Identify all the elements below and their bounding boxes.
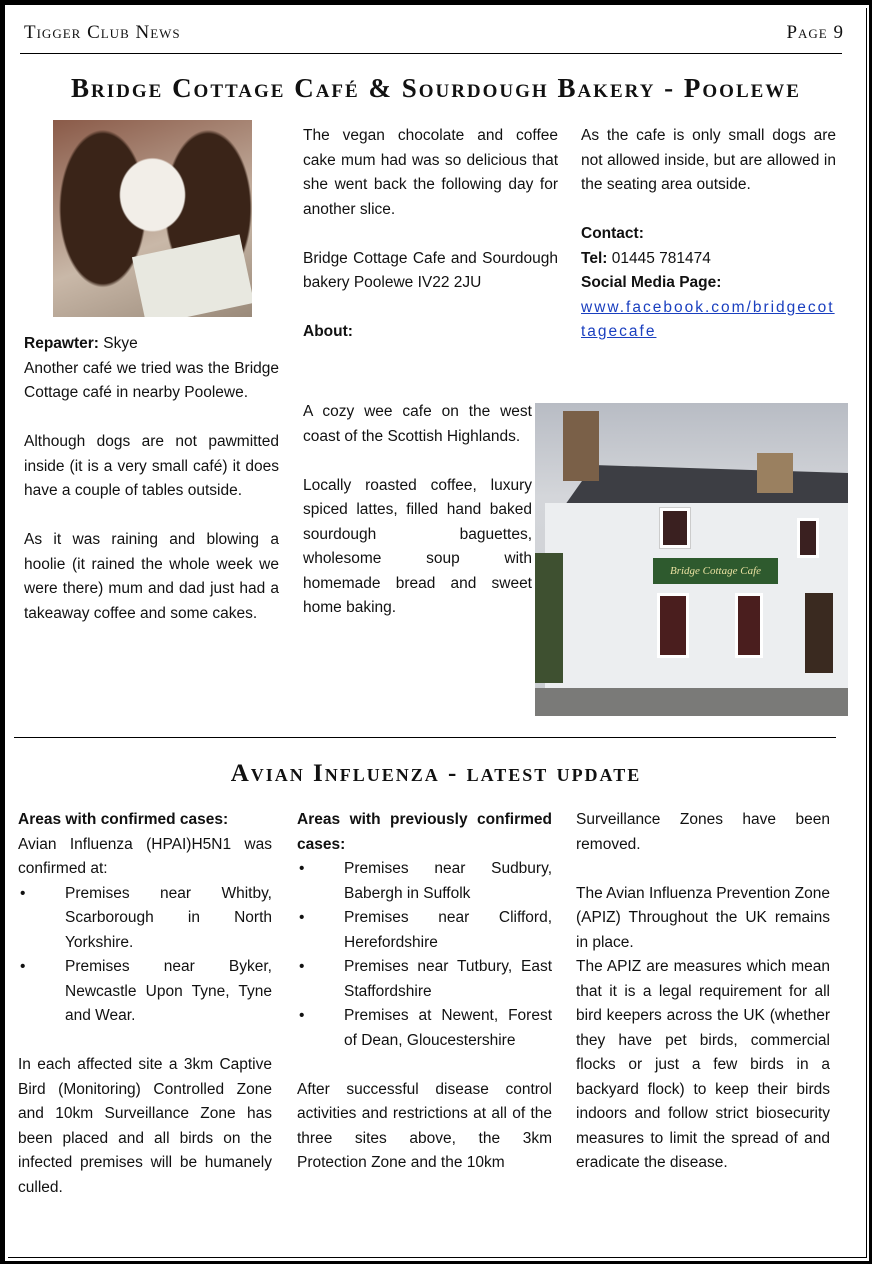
- article1-col1: [24, 332, 279, 651]
- article2-col1: [18, 808, 272, 1225]
- paragraph: The Avian Influenza Prevention Zone (APIZ) Throughout the UK remains in place.: [576, 884, 830, 951]
- ivy: [535, 553, 563, 683]
- window: [735, 593, 763, 658]
- article2-col3: [576, 808, 830, 1200]
- paragraph: Although dogs are not pawmitted inside (it is a very small café) it does have a couple of tables outside.: [24, 433, 279, 499]
- article-title: Avian Influenza - latest update: [230, 760, 642, 787]
- roof: [565, 465, 848, 505]
- article-title: Bridge Cottage Café & Sourdough Bakery - Poolewe: [71, 73, 801, 103]
- page-number: Page 9: [786, 22, 844, 43]
- publication-name: Tigger Club News: [24, 22, 181, 43]
- telephone: 01445 781474: [611, 249, 711, 267]
- article1-col2: [303, 124, 558, 345]
- paragraph: As it was raining and blowing a hoolie (it rained the whole week we were there) mum and dad just had a takeaway coffee and some cakes.: [24, 531, 279, 622]
- tel-label: Tel:: [581, 249, 608, 267]
- social-label: Social Media Page:: [581, 274, 722, 291]
- paragraph: The APIZ are measures which mean that it is a legal requirement for all bird keepers across the UK (whether they have pet birds, commercial flocks or just a few birds in a backyard flock) to keep their birds indoors and follow strict biosecurity measures to limit the spread of and eradicate the disease.: [576, 958, 830, 1171]
- reporter-label: Repawter:: [24, 335, 99, 352]
- paragraph: Another café we tried was the Bridge Cottage café in nearby Poolewe.: [24, 359, 279, 401]
- dog-photo: [53, 120, 252, 317]
- paragraph: Surveillance Zones have been removed.: [576, 811, 830, 853]
- paragraph: Avian Influenza (HPAI)H5N1 was confirmed at:: [18, 835, 272, 877]
- previous-list: [297, 857, 552, 1053]
- article1-col3: [581, 124, 836, 345]
- chimney: [563, 411, 599, 481]
- section-rule: [14, 737, 836, 738]
- section-heading: Areas with previously confirmed cases:: [297, 811, 552, 853]
- window: [797, 518, 819, 558]
- cottage-photo: [535, 403, 848, 716]
- list-item: • Premises near Clifford, Herefordshire: [297, 906, 552, 955]
- about-label: About:: [303, 323, 353, 340]
- paragraph: In each affected site a 3km Captive Bird (Monitoring) Controlled Zone and 10km Surveillance Zone has been placed and all birds on the infected premises will be humanely culled.: [18, 1056, 272, 1196]
- paragraph: A cozy wee cafe on the west coast of the Scottish Highlands.: [303, 403, 532, 445]
- chimney: [757, 453, 793, 493]
- newspaper: [132, 234, 252, 317]
- paragraph: Locally roasted coffee, luxury spiced lattes, filled hand baked sourdough baguettes, wholesome soup with homemade bread and sweet home baking.: [303, 476, 532, 616]
- header-rule: [20, 53, 842, 54]
- list-item: • Premises near Sudbury, Babergh in Suffolk: [297, 857, 552, 906]
- window: [657, 593, 689, 658]
- list-item: • Premises near Tutbury, East Staffordshire: [297, 955, 552, 1004]
- section-heading: Areas with confirmed cases:: [18, 811, 229, 828]
- list-item: • Premises near Byker, Newcastle Upon Tyne, Tyne and Wear.: [18, 955, 272, 1029]
- paragraph: As the cafe is only small dogs are not allowed inside, but are allowed in the seating area outside.: [581, 127, 836, 193]
- facebook-link[interactable]: www.facebook.com/bridgecottagecafe: [581, 298, 835, 340]
- article2-col2: [297, 808, 552, 1200]
- confirmed-list: [18, 882, 272, 1029]
- paragraph: The vegan chocolate and coffee cake mum had was so delicious that she went back the following day for another slice.: [303, 127, 558, 218]
- list-item: • Premises near Whitby, Scarborough in North Yorkshire.: [18, 882, 272, 956]
- contact-label: Contact:: [581, 225, 644, 242]
- reporter-name: Skye: [103, 335, 138, 352]
- address: Bridge Cottage Cafe and Sourdough bakery Poolewe IV22 2JU: [303, 249, 558, 291]
- road: [535, 688, 848, 716]
- article1-col2-about: [303, 400, 532, 645]
- door: [805, 593, 833, 673]
- list-item: • Premises at Newent, Forest of Dean, Gloucestershire: [297, 1004, 552, 1053]
- paragraph: After successful disease control activities and restrictions at all of the three sites above, the 3km Protection Zone and the 10km: [297, 1080, 552, 1171]
- cafe-sign: Bridge Cottage Cafe: [653, 558, 778, 584]
- window: [660, 508, 690, 548]
